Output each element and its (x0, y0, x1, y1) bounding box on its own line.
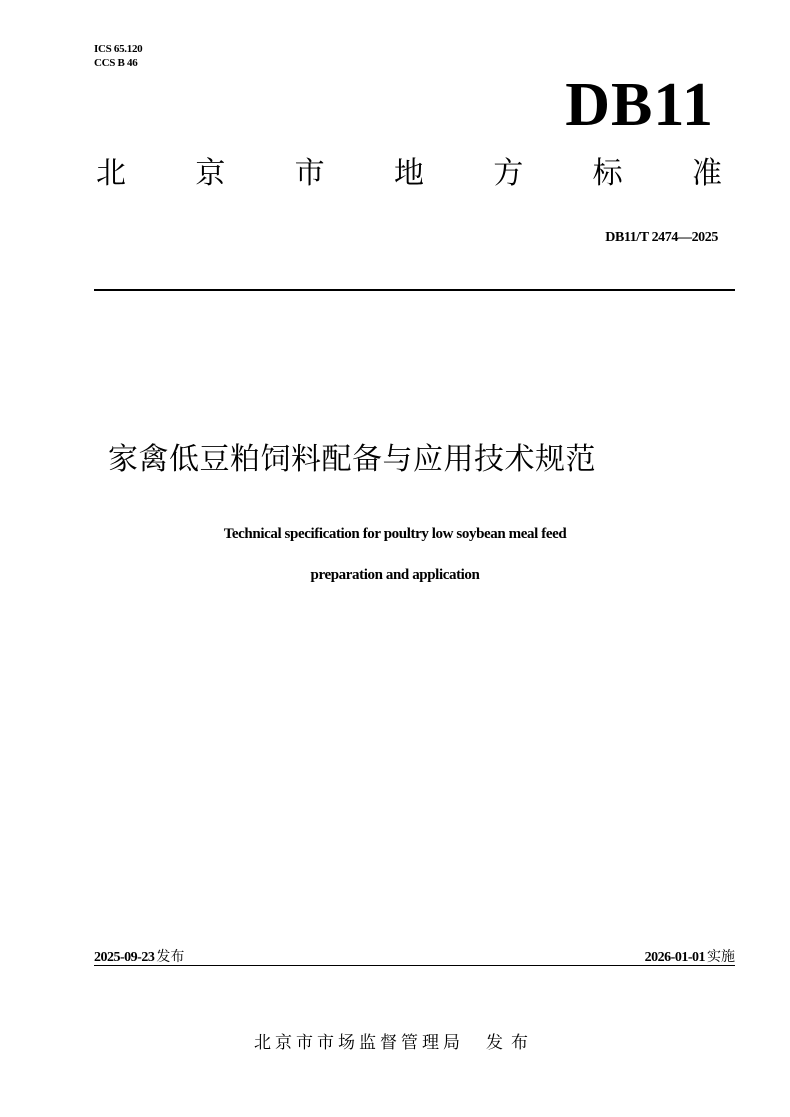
date-row (94, 946, 735, 966)
standard-number: DB11/T 2474—2025 (605, 230, 718, 245)
standard-name-char: 准 (691, 156, 722, 191)
standard-name-char: 京 (195, 156, 226, 191)
document-title-english-line2: preparation and application (310, 567, 480, 583)
issuing-authority (0, 1028, 790, 1053)
standard-name-char: 市 (294, 156, 325, 191)
ics-code: ICS 65.120 (94, 43, 143, 55)
standard-name-char: 北 (96, 156, 126, 191)
db11-logo: DB11 (565, 71, 714, 139)
document-title-chinese: 家禽低豆粕饲料配备与应用技术规范 (108, 442, 596, 477)
classification-codes (94, 42, 142, 70)
ccs-code: CCS B 46 (94, 57, 138, 69)
authority-name: 北京市市场监督管理局 (254, 1033, 464, 1053)
issue-label: 发布 (156, 949, 185, 965)
implement-label: 实施 (707, 949, 735, 965)
authority-action: 发布 (486, 1033, 536, 1053)
standard-name-char: 方 (493, 156, 524, 191)
standard-name-char: 地 (393, 156, 424, 191)
header-divider (94, 289, 735, 291)
standard-type-heading (96, 154, 722, 194)
standard-name-char: 标 (592, 156, 623, 191)
issue-date: 2025-09-23 (94, 950, 155, 965)
implement-date: 2026-01-01 (644, 950, 705, 965)
implement-date-group (645, 946, 735, 966)
issue-date-group (94, 946, 184, 966)
date-divider (94, 965, 735, 966)
document-title-english-line1: Technical specification for poultry low soybean meal feed (223, 526, 567, 542)
